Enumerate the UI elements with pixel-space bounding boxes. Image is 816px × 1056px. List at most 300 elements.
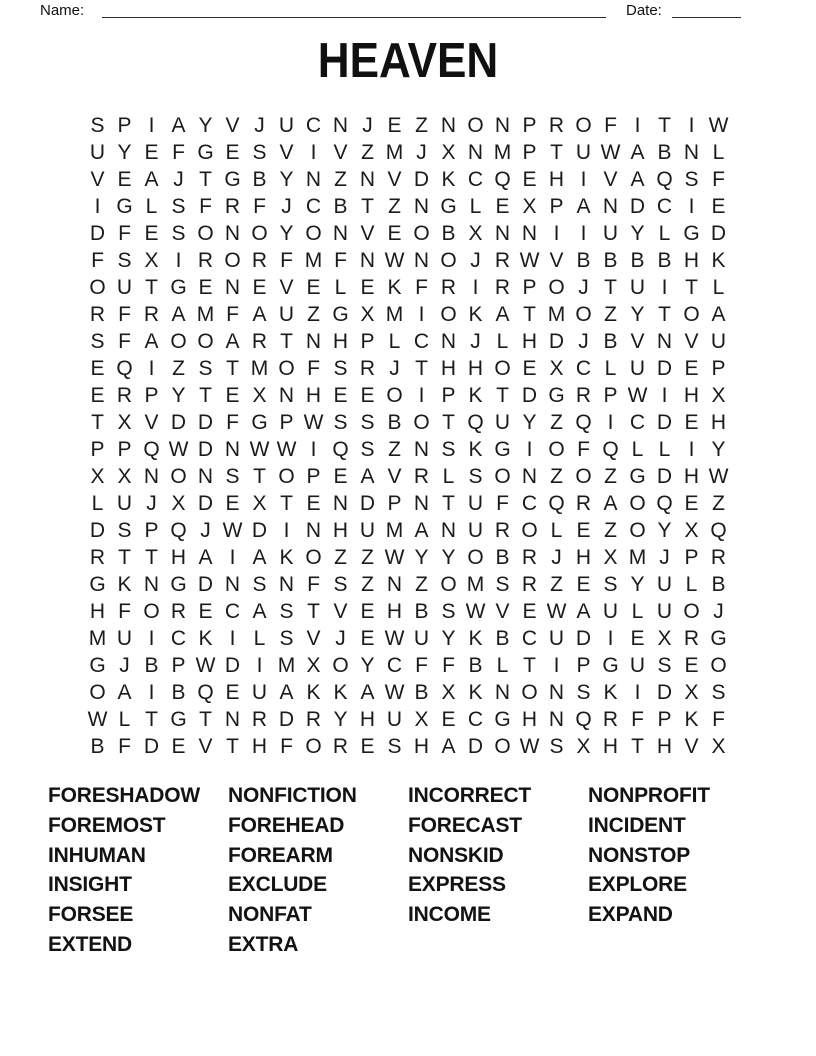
grid-letter: Q (602, 437, 619, 461)
grid-letter: I (418, 302, 425, 326)
grid-letter: A (630, 167, 645, 191)
grid-letter: X (603, 545, 618, 569)
grid-letter: N (332, 221, 349, 245)
grid-letter: N (305, 329, 322, 353)
grid-letter: Z (388, 194, 401, 218)
grid-letter: J (659, 545, 670, 569)
grid-letter: X (441, 680, 456, 704)
grid-letter: I (634, 680, 641, 704)
grid-letter: J (173, 167, 184, 191)
grid-letter: P (117, 437, 132, 461)
grid-letter: R (251, 707, 268, 731)
grid-letter: I (148, 626, 155, 650)
grid-letter: U (602, 599, 619, 623)
grid-letter: I (472, 275, 479, 299)
grid-letter: V (333, 599, 348, 623)
grid-letter: U (629, 356, 646, 380)
grid-letter: R (143, 302, 160, 326)
grid-letter: T (199, 383, 212, 407)
grid-letter: P (441, 383, 456, 407)
grid-letter: Y (630, 572, 645, 596)
grid-letter: F (415, 653, 428, 677)
grid-letter: B (495, 545, 510, 569)
grid-letter: H (683, 383, 700, 407)
grid-letter: V (549, 248, 564, 272)
grid-letter: C (467, 167, 484, 191)
grid-letter: Z (550, 410, 563, 434)
grid-letter: T (442, 410, 455, 434)
grid-letter: V (198, 734, 213, 758)
grid-letter: L (631, 599, 644, 623)
grid-letter: P (522, 140, 537, 164)
grid-letter: T (631, 734, 644, 758)
grid-letter: Z (604, 464, 617, 488)
word-list-item: NONFAT (228, 903, 312, 927)
grid-letter: O (197, 329, 214, 353)
grid-letter: S (333, 410, 348, 434)
grid-letter: N (656, 329, 673, 353)
grid-letter: O (575, 302, 592, 326)
grid-letter: P (549, 194, 564, 218)
grid-letter: N (440, 329, 457, 353)
grid-letter: E (225, 140, 240, 164)
grid-letter: X (684, 518, 699, 542)
grid-letter: G (494, 437, 511, 461)
grid-letter: E (360, 599, 375, 623)
grid-letter: S (387, 734, 402, 758)
grid-letter: U (251, 680, 268, 704)
grid-letter: R (683, 626, 700, 650)
grid-letter: P (576, 653, 591, 677)
grid-letter: R (494, 275, 511, 299)
grid-letter: I (256, 653, 263, 677)
grid-letter: F (118, 734, 131, 758)
grid-letter: B (657, 140, 672, 164)
grid-letter: W (249, 437, 270, 461)
grid-letter: N (548, 707, 565, 731)
grid-letter: H (683, 464, 700, 488)
grid-letter: G (224, 167, 241, 191)
grid-letter: O (494, 464, 511, 488)
grid-letter: K (468, 383, 483, 407)
grid-letter: V (144, 410, 159, 434)
grid-letter: N (278, 572, 295, 596)
grid-letter: Z (604, 302, 617, 326)
grid-letter: I (526, 437, 533, 461)
grid-letter: L (712, 275, 725, 299)
grid-letter: D (629, 194, 646, 218)
grid-letter: J (416, 140, 427, 164)
grid-letter: E (144, 221, 159, 245)
grid-letter: J (470, 248, 481, 272)
grid-letter: A (117, 680, 132, 704)
grid-letter: Q (116, 356, 133, 380)
grid-letter: X (414, 707, 429, 731)
word-list-item: EXTEND (48, 932, 132, 956)
grid-letter: B (333, 194, 348, 218)
grid-letter: X (549, 356, 564, 380)
grid-letter: F (307, 356, 320, 380)
grid-letter: E (225, 680, 240, 704)
grid-letter: Q (197, 680, 214, 704)
grid-letter: E (360, 275, 375, 299)
grid-letter: O (170, 329, 187, 353)
grid-letter: F (712, 707, 725, 731)
grid-letter: G (170, 275, 187, 299)
grid-letter: S (198, 356, 213, 380)
grid-letter: Z (415, 572, 428, 596)
grid-letter: K (198, 626, 213, 650)
word-list-item: INCORRECT (408, 784, 532, 807)
grid-letter: O (386, 383, 403, 407)
grid-letter: A (144, 329, 159, 353)
grid-letter: S (252, 140, 267, 164)
grid-letter: B (468, 653, 483, 677)
grid-letter: S (468, 464, 483, 488)
grid-letter: H (89, 599, 106, 623)
grid-letter: B (414, 680, 429, 704)
grid-letter: J (254, 113, 265, 137)
grid-letter: X (711, 734, 726, 758)
grid-letter: O (548, 437, 565, 461)
grid-letter: G (89, 572, 106, 596)
grid-letter: Q (494, 167, 511, 191)
grid-letter: E (171, 734, 186, 758)
grid-letter: E (495, 194, 510, 218)
grid-letter: R (251, 248, 268, 272)
grid-letter: O (494, 356, 511, 380)
grid-letter: Y (360, 653, 375, 677)
grid-letter: H (440, 356, 457, 380)
grid-letter: G (197, 140, 214, 164)
word-list-item: EXPAND (588, 903, 673, 927)
grid-letter: B (90, 734, 105, 758)
grid-letter: A (252, 545, 267, 569)
grid-letter: G (494, 707, 511, 731)
grid-letter: H (602, 734, 619, 758)
grid-letter: K (387, 275, 402, 299)
word-list-item: INCIDENT (588, 813, 686, 837)
grid-letter: D (656, 356, 673, 380)
grid-letter: E (360, 383, 375, 407)
grid-letter: Z (550, 572, 563, 596)
grid-letter: R (521, 572, 538, 596)
grid-letter: F (496, 491, 509, 515)
grid-letter: I (553, 653, 560, 677)
grid-letter: Z (415, 113, 428, 137)
grid-letter: H (413, 734, 430, 758)
grid-letter: P (684, 545, 699, 569)
grid-letter: B (576, 248, 591, 272)
grid-letter: R (170, 599, 187, 623)
grid-letter: N (224, 437, 241, 461)
grid-letter: K (306, 680, 321, 704)
grid-letter: A (279, 680, 294, 704)
grid-letter: B (603, 248, 618, 272)
grid-letter: X (468, 221, 483, 245)
grid-letter: N (224, 221, 241, 245)
grid-letter: I (661, 383, 668, 407)
grid-letter: F (442, 653, 455, 677)
grid-letter: I (634, 113, 641, 137)
grid-letter: H (332, 329, 349, 353)
grid-letter: T (145, 707, 158, 731)
grid-letter: T (226, 356, 239, 380)
grid-letter: F (118, 221, 131, 245)
grid-letter: Z (172, 356, 185, 380)
grid-letter: I (310, 437, 317, 461)
grid-letter: N (413, 491, 430, 515)
grid-letter: C (413, 329, 430, 353)
grid-letter: V (333, 140, 348, 164)
grid-letter: M (88, 626, 107, 650)
grid-letter: T (523, 653, 536, 677)
grid-letter: M (466, 572, 485, 596)
grid-letter: Q (575, 707, 592, 731)
grid-letter: H (170, 545, 187, 569)
grid-letter: T (442, 491, 455, 515)
grid-letter: O (143, 599, 160, 623)
grid-letter: C (629, 410, 646, 434)
grid-letter: K (603, 680, 618, 704)
grid-letter: K (468, 437, 483, 461)
grid-letter: I (418, 383, 425, 407)
grid-letter: U (656, 572, 673, 596)
grid-letter: V (603, 167, 618, 191)
grid-letter: O (89, 680, 106, 704)
grid-letter: X (252, 383, 267, 407)
grid-letter: E (198, 599, 213, 623)
grid-letter: V (279, 275, 294, 299)
grid-letter: B (441, 221, 456, 245)
grid-letter: I (229, 626, 236, 650)
grid-letter: Y (171, 383, 186, 407)
grid-letter: E (360, 626, 375, 650)
grid-letter: E (198, 275, 213, 299)
grid-letter: L (685, 572, 698, 596)
grid-letter: O (278, 464, 295, 488)
grid-letter: B (252, 167, 267, 191)
grid-letter: L (388, 329, 401, 353)
grid-letter: G (116, 194, 133, 218)
grid-letter: P (711, 356, 726, 380)
grid-letter: A (360, 464, 375, 488)
grid-letter: U (575, 140, 592, 164)
word-list-item: FOREMOST (48, 813, 166, 837)
grid-letter: O (305, 734, 322, 758)
grid-letter: L (442, 464, 455, 488)
grid-letter: E (225, 491, 240, 515)
grid-letter: R (440, 275, 457, 299)
grid-letter: O (305, 221, 322, 245)
grid-letter: A (576, 194, 591, 218)
grid-letter: P (117, 113, 132, 137)
grid-letter: S (252, 572, 267, 596)
grid-letter: O (305, 545, 322, 569)
grid-letter: N (683, 140, 700, 164)
grid-letter: Z (388, 437, 401, 461)
grid-letter: R (116, 383, 133, 407)
grid-letter: K (711, 248, 726, 272)
grid-letter: O (710, 653, 727, 677)
grid-letter: Y (117, 140, 132, 164)
grid-letter: C (656, 194, 673, 218)
grid-letter: S (603, 572, 618, 596)
grid-letter: N (197, 464, 214, 488)
grid-letter: Z (307, 302, 320, 326)
grid-letter: R (197, 248, 214, 272)
grid-letter: F (334, 248, 347, 272)
grid-letter: D (170, 410, 187, 434)
grid-letter: R (224, 194, 241, 218)
grid-letter: O (521, 518, 538, 542)
grid-letter: W (627, 383, 648, 407)
grid-letter: Y (630, 302, 645, 326)
grid-letter: T (118, 545, 131, 569)
grid-letter: Z (361, 545, 374, 569)
grid-letter: D (710, 221, 727, 245)
date-label: Date: (626, 2, 662, 19)
grid-letter: T (604, 275, 617, 299)
grid-letter: J (551, 545, 562, 569)
grid-letter: E (684, 653, 699, 677)
grid-letter: C (575, 356, 592, 380)
grid-letter: H (359, 707, 376, 731)
grid-letter: A (414, 518, 429, 542)
grid-letter: L (658, 437, 671, 461)
grid-letter: O (494, 734, 511, 758)
grid-letter: U (494, 410, 511, 434)
grid-letter: W (87, 707, 108, 731)
grid-letter: A (198, 545, 213, 569)
grid-letter: S (117, 248, 132, 272)
grid-letter: F (91, 248, 104, 272)
grid-letter: I (94, 194, 101, 218)
grid-letter: T (361, 194, 374, 218)
grid-letter: O (440, 302, 457, 326)
grid-letter: K (117, 572, 132, 596)
grid-letter: J (281, 194, 292, 218)
name-label: Name: (40, 2, 85, 19)
grid-letter: N (224, 572, 241, 596)
grid-letter: D (197, 491, 214, 515)
grid-letter: Q (656, 491, 673, 515)
grid-letter: C (386, 653, 403, 677)
grid-letter: A (603, 491, 618, 515)
grid-letter: S (279, 599, 294, 623)
grid-letter: W (303, 410, 324, 434)
grid-letter: I (688, 437, 695, 461)
grid-letter: I (229, 545, 236, 569)
grid-letter: W (708, 464, 729, 488)
grid-letter: F (280, 734, 293, 758)
grid-letter: J (578, 329, 589, 353)
word-list-item: INSIGHT (48, 873, 132, 897)
grid-letter: N (548, 680, 565, 704)
grid-letter: T (280, 329, 293, 353)
grid-letter: G (629, 464, 646, 488)
grid-letter: D (224, 653, 241, 677)
grid-letter: T (199, 707, 212, 731)
grid-letter: U (278, 302, 295, 326)
grid-letter: D (278, 707, 295, 731)
grid-letter: Y (711, 437, 726, 461)
grid-letter: E (90, 383, 105, 407)
grid-letter: D (143, 734, 160, 758)
grid-letter: T (145, 545, 158, 569)
grid-letter: P (522, 275, 537, 299)
word-list (0, 781, 816, 981)
grid-letter: S (684, 167, 699, 191)
grid-letter: X (522, 194, 537, 218)
grid-letter: P (171, 653, 186, 677)
grid-letter: E (333, 383, 348, 407)
grid-letter: G (440, 194, 457, 218)
grid-letter: W (384, 545, 405, 569)
grid-letter: Q (467, 410, 484, 434)
grid-letter: D (521, 383, 538, 407)
grid-letter: T (253, 464, 266, 488)
grid-letter: F (307, 572, 320, 596)
grid-letter: Q (710, 518, 727, 542)
grid-letter: Y (414, 545, 429, 569)
grid-letter: D (89, 518, 106, 542)
grid-letter: X (684, 680, 699, 704)
grid-letter: K (468, 626, 483, 650)
grid-letter: O (251, 221, 268, 245)
grid-letter: V (495, 599, 510, 623)
grid-letter: C (224, 599, 241, 623)
grid-letter: K (333, 680, 348, 704)
grid-letter: G (332, 302, 349, 326)
grid-letter: N (305, 518, 322, 542)
grid-letter: N (494, 221, 511, 245)
grid-letter: M (385, 140, 404, 164)
grid-letter: E (225, 383, 240, 407)
grid-letter: W (519, 734, 540, 758)
grid-letter: W (384, 626, 405, 650)
grid-letter: N (494, 113, 511, 137)
grid-letter: S (441, 599, 456, 623)
grid-letter: E (387, 113, 402, 137)
grid-letter: Y (279, 167, 294, 191)
grid-letter: D (656, 680, 673, 704)
grid-letter: A (711, 302, 726, 326)
grid-letter: Z (334, 545, 347, 569)
grid-letter: C (305, 194, 322, 218)
grid-letter: N (224, 275, 241, 299)
grid-letter: W (600, 140, 621, 164)
grid-letter: T (658, 302, 671, 326)
grid-letter: E (117, 167, 132, 191)
grid-letter: M (628, 545, 647, 569)
grid-letter: L (550, 518, 563, 542)
grid-letter: H (386, 599, 403, 623)
grid-letter: Y (522, 410, 537, 434)
word-list-item: NONSKID (408, 843, 504, 867)
grid-letter: E (684, 491, 699, 515)
grid-letter: Q (656, 167, 673, 191)
grid-letter: S (711, 680, 726, 704)
grid-letter: H (332, 518, 349, 542)
grid-letter: T (685, 275, 698, 299)
grid-letter: S (117, 518, 132, 542)
grid-letter: C (305, 113, 322, 137)
grid-letter: D (467, 734, 484, 758)
grid-letter: A (171, 302, 186, 326)
grid-letter: O (89, 275, 106, 299)
grid-letter: U (602, 221, 619, 245)
